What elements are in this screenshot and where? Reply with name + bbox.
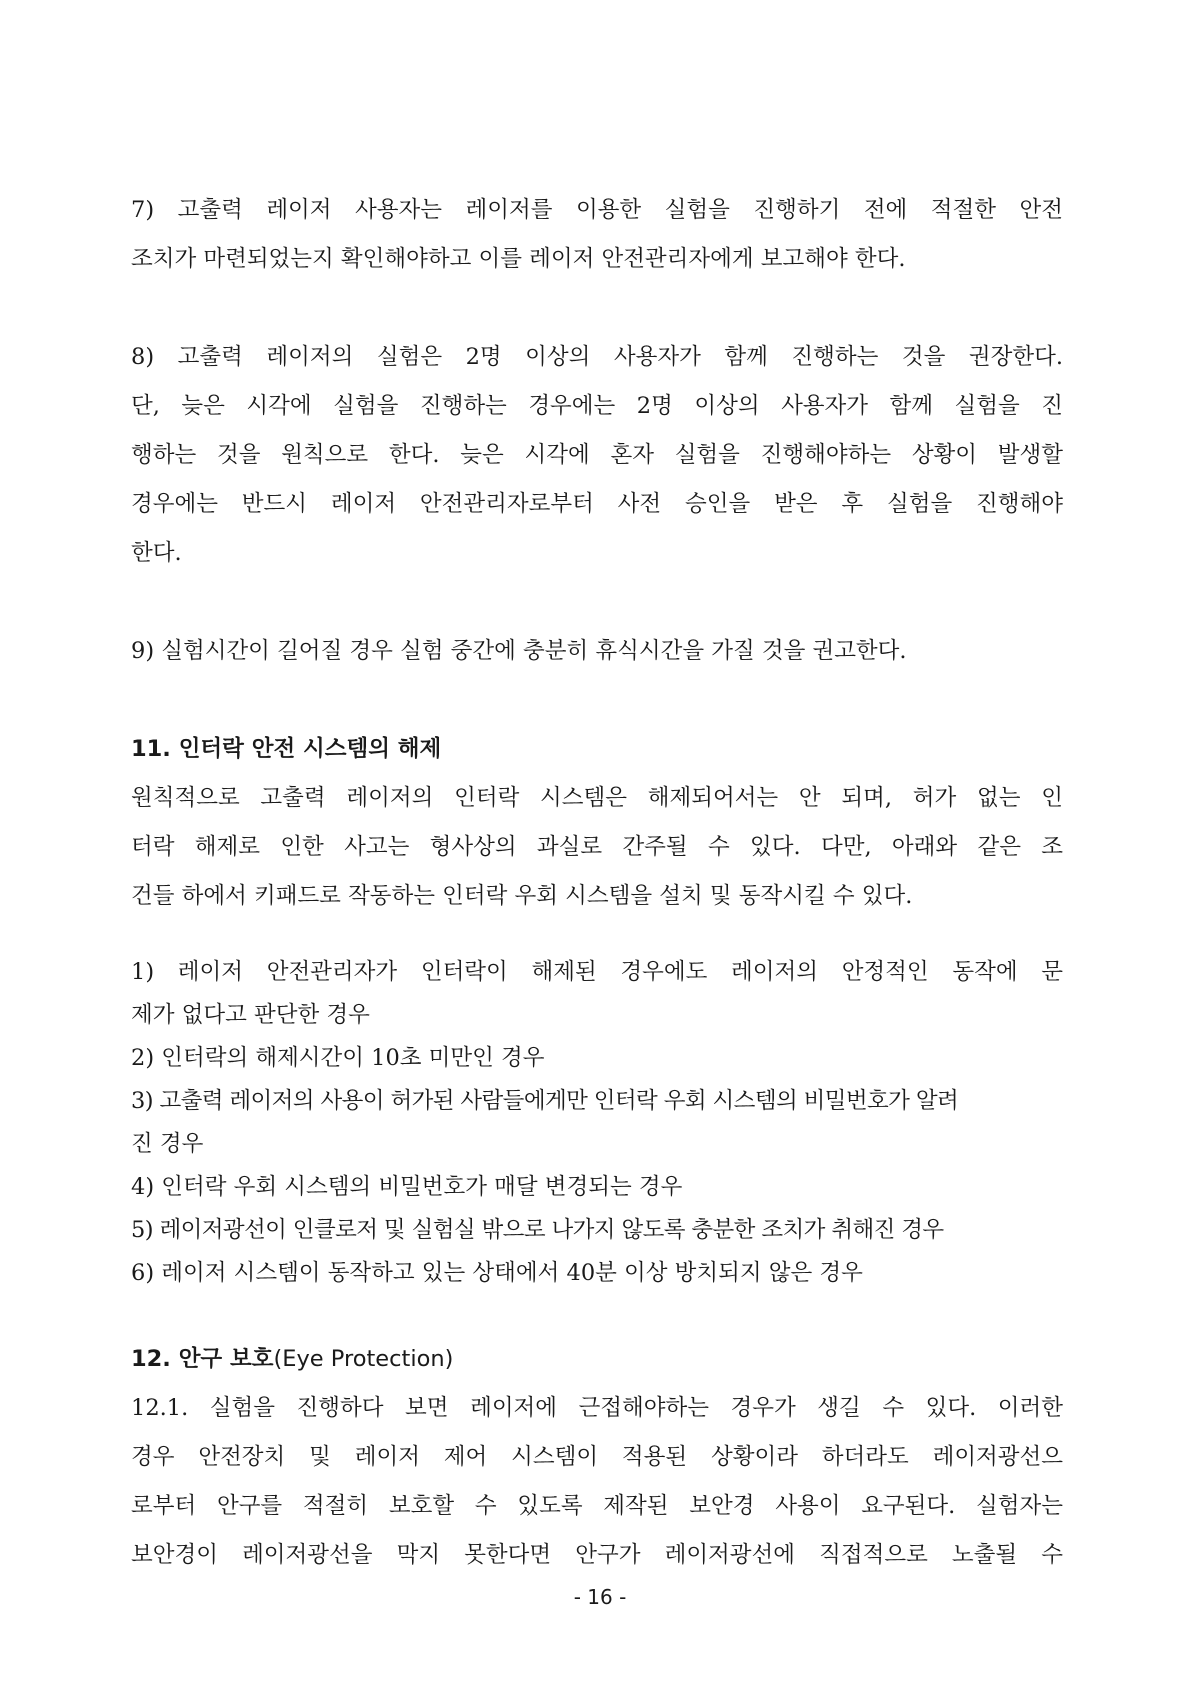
- section-12-para-line-3: 로부터 안구를 적절히 보호할 수 있도록 제작된 보안경 사용이 요구된다. 실험자는: [131, 1493, 1063, 1519]
- item-8-line-5: 한다.: [131, 540, 182, 566]
- item-8-line-1: 8) 고출력 레이저의 실험은 2명 이상의 사용자가 함께 진행하는 것을 권장한다.: [131, 344, 1063, 370]
- condition-4: 4) 인터락 우회 시스템의 비밀번호가 매달 변경되는 경우: [131, 1174, 683, 1200]
- condition-5: 5) 레이저광선이 인클로저 및 실험실 밖으로 나가지 않도록 충분한 조치가 취해진 경우: [131, 1217, 944, 1243]
- item-8-line-4: 경우에는 반드시 레이저 안전관리자로부터 사전 승인을 받은 후 실험을 진행해야: [131, 491, 1063, 517]
- section-12: [131, 1335, 1063, 1580]
- item-9: [131, 627, 1063, 676]
- condition-list: [131, 951, 1063, 1295]
- condition-1-line-1: 1) 레이저 안전관리자가 인터락이 해제된 경우에도 레이저의 안정적인 동작에 문: [131, 959, 1063, 985]
- section-12-para-line-4: 보안경이 레이저광선을 막지 못한다면 안구가 레이저광선에 직접적으로 노출될 수: [131, 1542, 1063, 1568]
- condition-1-line-2: 제가 없다고 판단한 경우: [131, 1002, 370, 1028]
- spacer: [131, 1295, 1063, 1335]
- condition-3-line-2: 진 경우: [131, 1131, 204, 1157]
- section-11-intro-line-1: 원칙적으로 고출력 레이저의 인터락 시스템은 해제되어서는 안 되며, 허가 없는 인: [131, 785, 1063, 811]
- spacer: [131, 284, 1063, 333]
- section-12-para-line-1: 12.1. 실험을 진행하다 보면 레이저에 근접해야하는 경우가 생길 수 있다. 이러한: [131, 1395, 1063, 1421]
- section-12-title-en: (Eye Protection): [273, 1346, 454, 1372]
- condition-3-line-1: 3) 고출력 레이저의 사용이 허가된 사람들에게만 인터락 우회 시스템의 비밀번호가 알려: [131, 1088, 959, 1114]
- item-8: [131, 333, 1063, 578]
- item-8-line-3: 행하는 것을 원칙으로 한다. 늦은 시각에 혼자 실험을 진행해야하는 상황이 발생할: [131, 442, 1063, 468]
- item-7-line-1: 7) 고출력 레이저 사용자는 레이저를 이용한 실험을 진행하기 전에 적절한 안전: [131, 197, 1063, 223]
- page-number: - 16 -: [573, 1585, 627, 1609]
- section-11-title: 11. 인터락 안전 시스템의 해제: [131, 736, 442, 762]
- item-9-line-1: 9) 실험시간이 길어질 경우 실험 중간에 충분히 휴식시간을 가질 것을 권고한다.: [131, 638, 907, 664]
- section-12-title-ko: 12. 안구 보호: [131, 1346, 274, 1372]
- item-7-line-2: 조치가 마련되었는지 확인해야하고 이를 레이저 안전관리자에게 보고해야 한다.: [131, 246, 906, 272]
- item-8-line-2: 단, 늦은 시각에 실험을 진행하는 경우에는 2명 이상의 사용자가 함께 실험을 진: [131, 393, 1063, 419]
- condition-6: 6) 레이저 시스템이 동작하고 있는 상태에서 40분 이상 방치되지 않은 경우: [131, 1260, 863, 1286]
- section-11: [131, 725, 1063, 1295]
- condition-2: 2) 인터락의 해제시간이 10초 미만인 경우: [131, 1045, 545, 1071]
- document-page: [131, 186, 1063, 1580]
- spacer: [131, 578, 1063, 627]
- item-7: [131, 186, 1063, 284]
- spacer: [131, 676, 1063, 725]
- section-12-title: [131, 1335, 1063, 1384]
- section-11-intro-line-2: 터락 해제로 인한 사고는 형사상의 과실로 간주될 수 있다. 다만, 아래와 같은 조: [131, 834, 1063, 860]
- section-12-para-line-2: 경우 안전장치 및 레이저 제어 시스템이 적용된 상황이라 하더라도 레이저광선으: [131, 1444, 1063, 1470]
- spacer: [131, 921, 1063, 951]
- section-11-intro-line-3: 건들 하에서 키패드로 작동하는 인터락 우회 시스템을 설치 및 동작시킬 수 있다.: [131, 883, 913, 909]
